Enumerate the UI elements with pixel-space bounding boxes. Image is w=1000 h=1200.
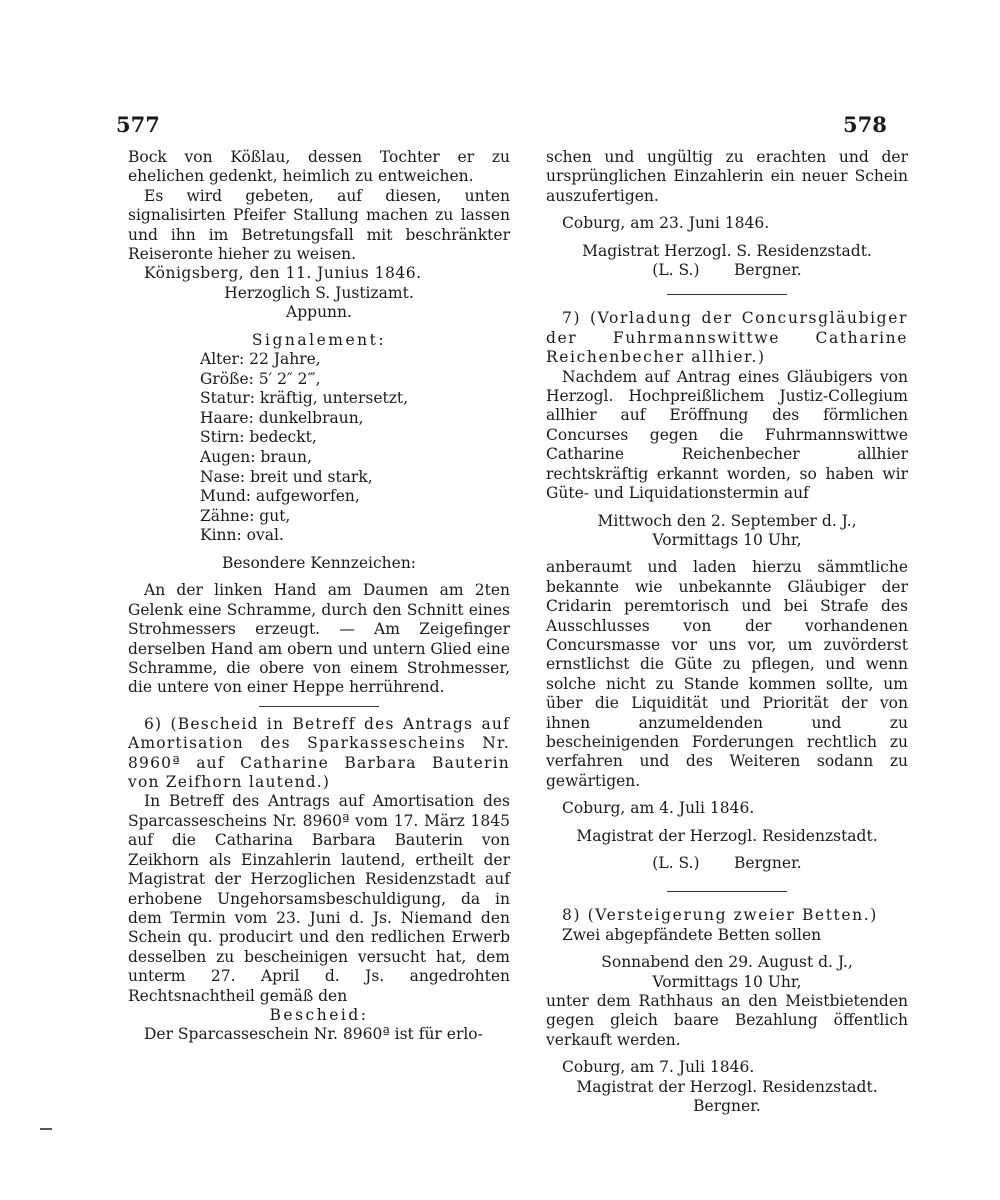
signer-1: Bergner. <box>734 261 802 280</box>
section-8-text-1: Zwei abgepfändete Betten sollen <box>562 925 822 944</box>
signalement-title: Signalement: <box>251 330 387 349</box>
special-marks-text: An der linken Hand am Daumen am 2ten Gelenk eine Schramme, durch den Schnitt eines Strohmessers erzeugt. — Am Zeigefinger derselben Hand am obern und untern Glied eine Schramme, die obere von einem Strohmesser, die untere von einer Heppe herrührend. <box>128 581 510 697</box>
left-paragraph-1: Bock von Kößlau, dessen Tochter er zu ehelichen gedenkt, heimlich zu entweichen. <box>128 148 510 186</box>
margin-mark <box>40 1128 52 1130</box>
page-number-left: 577 <box>116 112 160 137</box>
signer-3: Bergner. <box>693 1097 761 1116</box>
section-8-time: Vormittags 10 Uhr, <box>652 972 802 991</box>
signer-2: Bergner. <box>734 854 802 872</box>
seal-signer-1 <box>546 261 908 280</box>
section-divider <box>667 294 787 295</box>
section-6-title: 6) (Bescheid in Betreff des Antrags auf Amortisation des Sparkassescheins Nr. 8960ª auf Catharine Barbara Bauterin von Zeifhorn lautend.) <box>128 714 510 792</box>
section-7-time: Vormittags 10 Uhr, <box>652 530 802 549</box>
right-column <box>546 148 908 1116</box>
bescheid-heading: Bescheid: <box>269 1005 369 1024</box>
section-7-title: 7) (Vorladung der Concursgläubiger der Fuhrmannswittwe Catharine Reichenbecher allhier.) <box>546 309 908 367</box>
signalement-item: Mund: aufgeworfen, <box>200 487 360 506</box>
page-number-right: 578 <box>843 112 887 137</box>
left-last-line: Der Sparcasseschein Nr. 8960ª ist für erlo- <box>144 1025 483 1044</box>
section-divider <box>259 706 379 707</box>
section-divider <box>667 891 787 892</box>
special-marks-title: Besondere Kennzeichen: <box>221 554 417 572</box>
signalement-item: Kinn: oval. <box>200 526 284 545</box>
section-8-text-2: unter dem Rathhaus an den Meistbietenden gegen gleich baare Bezahlung öffentlich verkauft werden. <box>546 992 908 1049</box>
section-8-title: 8) (Versteigerung zweier Betten.) <box>562 906 878 925</box>
place-date: Königsberg, den 11. Junius 1846. <box>144 264 422 283</box>
seal-1: (L. S.) <box>652 261 700 280</box>
signalement-item: Statur: kräftig, untersetzt, <box>200 389 409 408</box>
signalement-item: Alter: 22 Jahre, <box>200 350 321 369</box>
signalement-item: Augen: braun, <box>200 448 312 467</box>
section-8-day: Sonnabend den 29. August d. J., <box>601 953 853 972</box>
signalement-item: Stirn: bedeckt, <box>200 428 317 447</box>
signalement-list <box>200 350 510 546</box>
date-1: Coburg, am 23. Juni 1846. <box>562 214 770 233</box>
right-paragraph-1: schen und ungültig zu erachten und der ursprünglichen Einzahlerin ein neuer Schein auszufertigen. <box>546 148 908 205</box>
signalement-item: Nase: breit und stark, <box>200 467 373 486</box>
left-column <box>128 148 510 1045</box>
section-7-text-1: Nachdem auf Antrag eines Gläubigers von Herzogl. Hochpreißlichem Justiz-Collegium allhier auf Eröffnung des förmlichen Concurses gegen die Fuhrmannswittwe Catharine Reichenbecher allhier rechtskräftig erkannt worden, so haben wir Güte- und Liquidationstermin auf <box>546 367 908 503</box>
section-7-day: Mittwoch den 2. September d. J., <box>597 511 857 530</box>
authority-1: Magistrat Herzogl. S. Residenzstadt. <box>582 241 872 260</box>
authority-3: Magistrat der Herzogl. Residenzstadt. <box>576 1077 878 1096</box>
signalement-item: Haare: dunkelbraun, <box>200 408 364 427</box>
signer-name: Appunn. <box>286 303 352 322</box>
authority-2: Magistrat der Herzogl. Residenzstadt. <box>576 826 878 845</box>
signalement-item: Zähne: gut, <box>200 506 291 525</box>
section-6-text: In Betreff des Antrags auf Amortisation des Sparcassescheins Nr. 8960ª vom 17. März 1845 auf die Catharina Barbara Bauterin von Zeikhorn als Einzahlerin lautend, ertheilt der Magistrat der Herzoglichen Residenzstadt auf erhobene Ungehorsamsbeschuldigung, da in dem Termin vom 23. Juni d. Js. Niemand den Schein qu. producirt und den redlichen Erwerb desselben zu bescheinigen versucht hat, dem unterm 27. April d. Js. angedrohten Rechtsnachtheil gemäß den <box>128 792 510 1005</box>
section-7-text-2: anberaumt und laden hierzu sämmtliche bekannte wie unbekannte Gläubiger der Cridarin peremtorisch und bei Strafe des Ausschlusses von der vorhandenen Concursmasse vor uns vor, um zuvörderst ernstlichst die Güte zu pflegen, und wenn solche nicht zu Stande kommen sollte, um über die Liquidität und Priorität der von ihnen anzumeldenden und zu bescheinigenden Forderungen rechtlich zu verfahren und des Weiteren sodann zu gewärtigen. <box>546 558 908 790</box>
authority-name: Herzoglich S. Justizamt. <box>224 283 414 302</box>
seal-2: (L. S.) <box>652 854 700 872</box>
date-3: Coburg, am 7. Juli 1846. <box>562 1058 755 1077</box>
left-paragraph-2: Es wird gebeten, auf diesen, unten signalisirten Pfeifer Stallung machen zu lassen und ihn im Betretungsfall mit beschränkter Reiseronte hieher zu weisen. <box>128 186 510 264</box>
seal-signer-2 <box>546 854 908 873</box>
date-2: Coburg, am 4. Juli 1846. <box>562 799 755 818</box>
signalement-item: Größe: 5′ 2″ 2‴, <box>200 369 321 388</box>
